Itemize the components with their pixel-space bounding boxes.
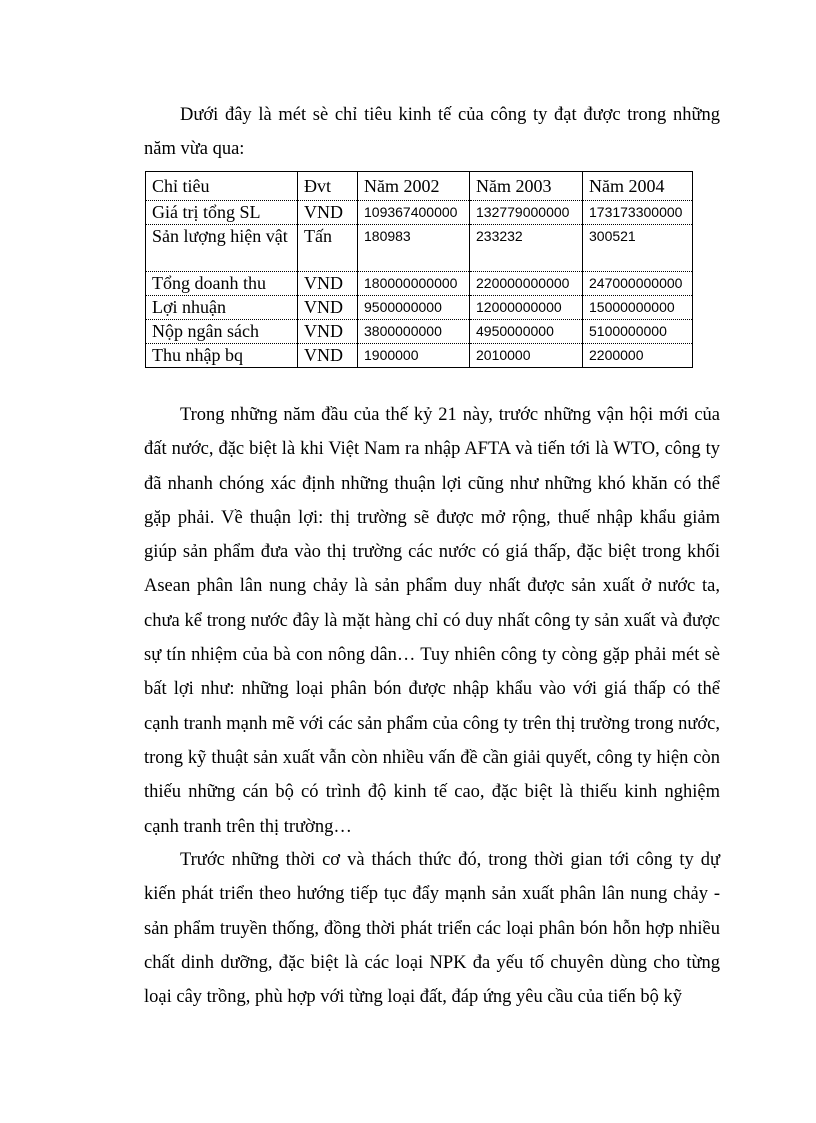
unit-cell: VND xyxy=(298,296,358,320)
value-2002: 9500000000 xyxy=(358,296,470,320)
intro-paragraph: Dưới đây là mét sè chỉ tiêu kinh tế của công ty đạt được trong những năm vừa qua: xyxy=(144,105,720,159)
unit-cell: VND xyxy=(298,201,358,225)
value-2002: 1900000 xyxy=(358,344,470,368)
value-2002: 180983 xyxy=(358,225,470,272)
value-2004: 247000000000 xyxy=(583,272,693,296)
header-cell: Đvt xyxy=(298,172,358,201)
value-2004: 2200000 xyxy=(583,344,693,368)
table-row xyxy=(146,296,693,320)
unit-cell: VND xyxy=(298,272,358,296)
value-2004: 300521 xyxy=(583,225,693,272)
value-2003: 233232 xyxy=(470,225,583,272)
paragraph-strategy: Trước những thời cơ và thách thức đó, trong thời gian tới công ty dự kiến phát triển theo hướng tiếp tục đẩy mạnh sản xuất phân lân nung chảy - sản phẩm truyền thống, đồng thời phát triển các loại phân bón hỗn hợp nhiều chất dinh dưỡng, đặc biệt là các loại NPK đa yếu tố chuyên dùng cho từng loại cây trồng, phù hợp với từng loại đất, đáp ứng yêu cầu của tiến bộ kỹ xyxy=(144,850,720,1008)
unit-cell: Tấn xyxy=(298,225,358,272)
header-cell: Năm 2002 xyxy=(358,172,470,201)
indicator-label: Lợi nhuận xyxy=(146,296,298,320)
indicator-label: Nộp ngân sách xyxy=(146,320,298,344)
value-2003: 12000000000 xyxy=(470,296,583,320)
header-cell: Năm 2003 xyxy=(470,172,583,201)
value-2003: 132779000000 xyxy=(470,201,583,225)
value-2004: 173173300000 xyxy=(583,201,693,225)
paragraph-opportunities: Trong những năm đầu của thế kỷ 21 này, trước những vận hội mới của đất nước, đặc biệt là khi Việt Nam ra nhập AFTA và tiến tới là WTO, công ty đã nhanh chóng xác định những thuận lợi cũng như những khó khăn có thể gặp phải. Về thuận lợi: thị trường sẽ được mở rộng, thuế nhập khẩu giảm giúp sản phẩm đưa vào thị trường các nước có giá thấp, đặc biệt trong khối Asean phân lân nung chảy là sản phẩm duy nhất được sản xuất ở nước ta, chưa kể trong nước đây là mặt hàng chỉ có duy nhất công ty sản xuất và được sự tín nhiệm của bà con nông dân… Tuy nhiên công ty còng gặp phải mét sè bất lợi như: những loại phân bón được nhập khẩu vào với giá thấp có thể cạnh tranh mạnh mẽ với các sản phẩm của công ty trên thị trường trong nước, trong kỹ thuật sản xuất vẫn còn nhiều vấn đề cần giải quyết, công ty hiện còn thiếu những cán bộ có trình độ kinh tế cao, đặc biệt là thiếu kinh nghiệm cạnh tranh trên thị trường… xyxy=(144,405,720,837)
indicator-label: Giá trị tổng SL xyxy=(146,201,298,225)
header-cell: Chỉ tiêu xyxy=(146,172,298,201)
table-row xyxy=(146,201,693,225)
indicator-label: Tổng doanh thu xyxy=(146,272,298,296)
unit-cell: VND xyxy=(298,344,358,368)
table-row xyxy=(146,320,693,344)
indicator-label: Thu nhập bq xyxy=(146,344,298,368)
value-2002: 109367400000 xyxy=(358,201,470,225)
value-2004: 5100000000 xyxy=(583,320,693,344)
table-row xyxy=(146,225,693,272)
economic-indicators-table xyxy=(145,171,693,368)
table-row xyxy=(146,272,693,296)
value-2003: 4950000000 xyxy=(470,320,583,344)
value-2003: 2010000 xyxy=(470,344,583,368)
value-2002: 180000000000 xyxy=(358,272,470,296)
unit-cell: VND xyxy=(298,320,358,344)
table-row xyxy=(146,344,693,368)
indicator-label: Sản lượng hiện vật xyxy=(146,225,298,272)
value-2003: 220000000000 xyxy=(470,272,583,296)
value-2004: 15000000000 xyxy=(583,296,693,320)
header-cell: Năm 2004 xyxy=(583,172,693,201)
value-2002: 3800000000 xyxy=(358,320,470,344)
table-header-row xyxy=(146,172,693,201)
